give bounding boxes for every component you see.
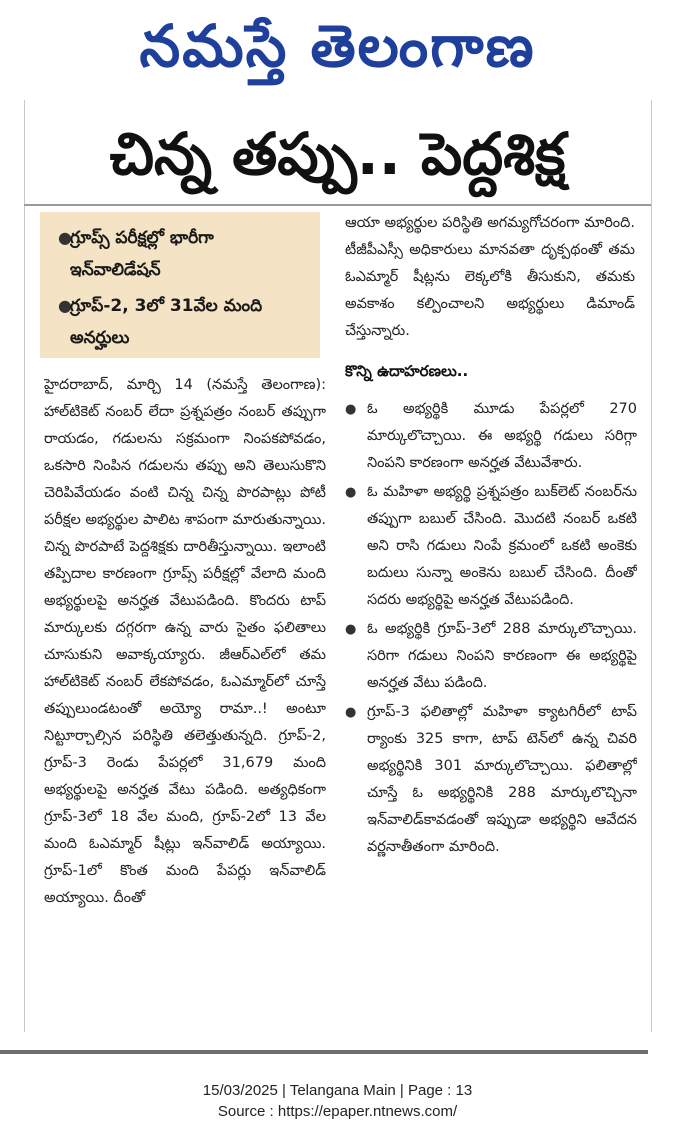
list-item: ● గ్రూప్-3 ఫలితాల్లో మహిళా క్యాటగిరీలో టాప్ ర్యాంకు 325 కాగా, టాప్ టెన్‌లో ఉన్న చివరి అభ్యర్థినికి 301 మార్కులొచ్చాయి. ఫలితాల్లో చూస్తే ఓ అభ్యర్థినికి 288 మార్కులొచ్చినా ఇన్‌వాలిడ్‌కావడంతో ఇప్పుడా అభ్యర్థిని ఆవేదన వర్ణనాతీతంగా మారింది.	[345, 699, 637, 861]
highlight-item: ● గ్రూప్-2, 3లో 31వేల మంది అనర్హులు	[58, 290, 310, 354]
newspaper-logo: నమస్తే తెలంగాణ	[139, 12, 536, 80]
highlight-item: ● గ్రూప్స్ పరీక్షల్లో భారీగా ఇన్‌వాలిడేషన్	[58, 222, 310, 286]
footer	[0, 1080, 675, 1122]
list-item: ● ఓ అభ్యర్థికి గ్రూప్-3లో 288 మార్కులొచ్చాయి. సరిగా గడులు నింపని కారణంగా ఈ అభ్యర్థిపై అనర్హత వేటు పడింది.	[345, 616, 637, 697]
bullet-icon: ●	[345, 622, 357, 637]
article-headline: చిన్న తప్పు.. పెద్దశిక్ష	[109, 120, 566, 188]
footer-date-page: 15/03/2025 | Telangana Main | Page : 13	[202, 1082, 473, 1099]
examples-list	[345, 396, 637, 1036]
headline-divider	[24, 204, 651, 206]
masthead	[0, 0, 675, 92]
page-divider	[0, 1050, 648, 1054]
list-item: ● ఓ అభ్యర్థికి మూడు పేపర్లలో 270 మార్కులొచ్చాయి. ఈ అభ్యర్థి గడులు సరిగ్గా నింపని కారణంగా అనర్హత వేటువేశారు.	[345, 396, 637, 477]
highlights-box	[40, 212, 320, 358]
examples-heading: కొన్ని ఉదాహరణలు..	[345, 362, 469, 380]
article-body-left: హైదరాబాద్, మార్చి 14 (నమస్తే తెలంగాణ): హాల్‌టికెట్ నంబర్ లేదా ప్రశ్నపత్రం నంబర్ తప్పుగా రాయడం, గడులను సక్రమంగా నింపకపోవడం, ఒకసారి నింపిన గడులను తప్పు అని తెలుసుకొని చెరిపివేయడం వంటి చిన్న చిన్న పొరపాట్లు పోటీ పరీక్షల అభ్యర్థుల పాలిట శాపంగా మారుతున్నాయి. చిన్న పొరపాటే పెద్దశిక్షకు దారితీస్తున్నాయి. ఇలాంటి తప్పిదాల కారణంగా గ్రూప్స్ పరీక్షల్లో వేలాది మంది అభ్యర్థులపై అనర్హత వేటుపడింది. కొందరు టాప్ మార్కులకు దగ్గరగా ఉన్న వారు సైతం ఫలితాలు చూసుకుని అవాక్కయ్యారు. జీఆర్ఎల్‌లో తమ హాల్‌టికెట్ నంబర్ లేకపోవడం, ఓఎమ్మార్‌లో చూస్తే తప్పులుండటంతో అయ్యో రామా..! అంటూ నిట్టూర్చాల్సిన పరిస్థితి తలెత్తుతున్నది. గ్రూప్-2, గ్రూప్-3 రెండు పేపర్లలో 31,679 మంది అభ్యర్థులపై అనర్హత వేటు పడింది. అత్యధికంగా గ్రూప్-3లో 18 వేల మంది, గ్రూప్-2లో 13 వేల మంది ఓఎమ్మార్ షీట్లు ఇన్‌వాలిడ్ అయ్యాయి. గ్రూప్-1లో కొంత మంది పేపర్లు ఇన్‌వాలిడ్ అయ్యాయి. దీంతో	[44, 377, 326, 906]
bullet-icon: ●	[345, 485, 357, 500]
bullet-icon: ●	[345, 402, 357, 417]
bullet-icon: ●	[58, 228, 72, 247]
article-body-right: ఆయా అభ్యర్థుల పరిస్థితి అగమ్యగోచరంగా మారింది. టీజీపీఎస్సీ అధికారులు మానవతా దృక్పథంతో తమ ఓఎమ్మార్ షీట్లను లెక్కలోకి తీసుకుని, తమకు అవకాశం కల్పించాలని అభ్యర్థులు డిమాండ్ చేస్తున్నారు.	[345, 215, 635, 339]
list-item: ● ఓ మహిళా అభ్యర్థి ప్రశ్నపత్రం బుక్‌లెట్ నంబర్‌ను తప్పుగా బబుల్ చేసింది. మొదటి నంబర్ ఒకటి అని రాసి గడులు నింపే క్రమంలో ఒకటి అంకెకు బదులు సున్నా అంకెను బబుల్ చేసింది. దీంతో సదరు అభ్యర్థిపై అనర్హత వేటుపడింది.	[345, 479, 637, 614]
bullet-icon: ●	[58, 296, 72, 315]
bullet-icon: ●	[345, 705, 357, 720]
footer-source: Source : https://epaper.ntnews.com/	[217, 1103, 458, 1120]
